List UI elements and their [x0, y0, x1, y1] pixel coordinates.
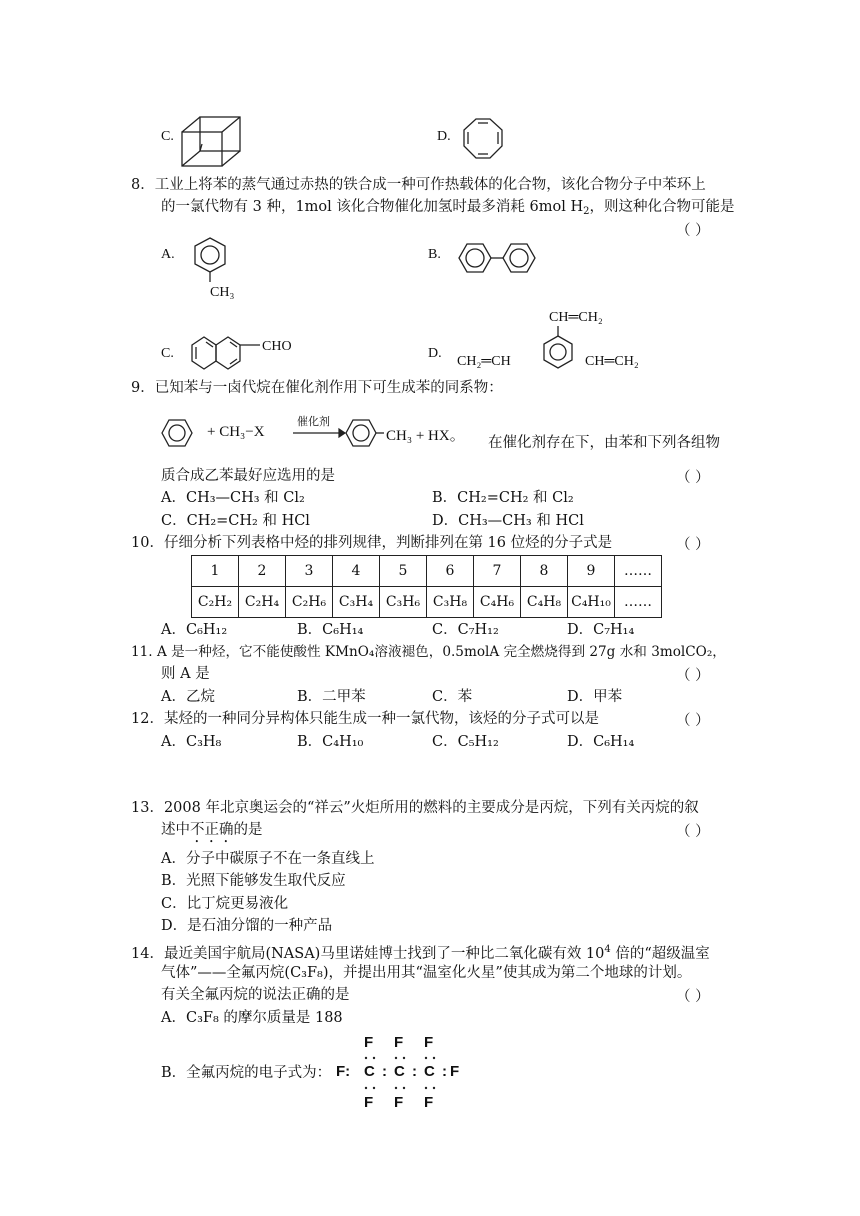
table-cell: 9	[568, 556, 615, 587]
q8-option-a-group: CH₃	[210, 285, 235, 300]
q9-option-b: B．CH₂=CH₂ 和 Cl₂	[432, 490, 574, 506]
lewis-c-2: C	[394, 1063, 405, 1080]
q14-line-1-a: 14．最近美国宇航局(NASA)马里诺娃博士找到了一种比二氧化碳有效 10	[131, 946, 605, 962]
q9-option-d: D．CH₃—CH₃ 和 HCl	[432, 513, 584, 529]
lewis-f-left: F:	[336, 1063, 351, 1080]
table-row-formula	[192, 587, 662, 618]
q10-option-d: D．C₇H₁₄	[567, 622, 635, 638]
lewis-f-bottom-2: F	[394, 1094, 404, 1111]
q14-line-2: 气体”——全氟丙烷(C₃F₈)，并提出用其“温室化火星”使其成为第二个地球的计划。	[161, 965, 692, 981]
table-cell: 6	[427, 556, 474, 587]
q8-line-1: 8．工业上将苯的蒸气通过赤热的铁合成一种可作热载体的化合物，该化合物分子中苯环上	[131, 177, 706, 193]
biphenyl-structure-icon	[455, 240, 541, 276]
table-cell: C₂H₄	[239, 587, 286, 618]
q11-option-a: A．乙烷	[161, 689, 215, 705]
lewis-f-bottom-3: F	[424, 1094, 434, 1111]
table-cell: 5	[380, 556, 427, 587]
table-cell: C₃H₆	[380, 587, 427, 618]
toluene-structure-icon	[190, 236, 230, 284]
table-cell: 1	[192, 556, 239, 587]
q13-option-b: B．光照下能够发生取代反应	[161, 873, 346, 889]
q8-option-d-right-group: CH═CH₂	[585, 354, 639, 369]
q11-option-d: D．甲苯	[567, 689, 623, 705]
table-cell: C₂H₆	[286, 587, 333, 618]
q13-line-2-post: 的是	[233, 822, 263, 838]
q12-option-b: B．C₄H₁₀	[297, 734, 364, 750]
q9-line-2-tail: 在催化剂存在下，由苯和下列各组物	[488, 435, 720, 451]
hydrocarbon-sequence-table	[191, 555, 662, 618]
q9-equation-plus: + CH₃−X	[207, 424, 265, 440]
option-d-label: D.	[437, 129, 451, 144]
table-cell: C₃H₄	[333, 587, 380, 618]
lewis-f-top-3: F	[424, 1034, 434, 1051]
q8-option-b-label: B.	[428, 247, 441, 262]
cyclooctatetraene-icon	[460, 116, 506, 162]
q14-line-1-b: 倍的“超级温室	[610, 946, 710, 962]
q14-line-1	[131, 940, 710, 964]
q9-answer-blank: （ ）	[676, 470, 710, 486]
lewis-bond-1: :	[382, 1063, 387, 1080]
lewis-bond-2: :	[412, 1063, 417, 1080]
q11-line-2: 则 A 是	[161, 666, 210, 682]
table-cell: ……	[615, 556, 662, 587]
naphthaldehyde-structure-icon	[188, 333, 268, 373]
lewis-c-1: C	[364, 1063, 375, 1080]
q14-line-1-sup: 4	[604, 944, 611, 955]
q9-option-a: A．CH₃—CH₃ 和 Cl₂	[161, 490, 305, 506]
q10-answer-blank: （ ）	[676, 537, 710, 553]
table-cell: C₄H₁₀	[568, 587, 615, 618]
q11-line-1: 11. A 是一种烃，它不能使酸性 KMnO₄溶液褪色，0.5molA 完全燃烧得到 27g 水和 3molCO₂，	[131, 644, 726, 660]
q12-option-d: D．C₆H₁₄	[567, 734, 635, 750]
q8-option-c-group: CHO	[262, 339, 292, 354]
benzene-reactant-icon	[160, 416, 194, 450]
q12-line-1: 12．某烃的一种同分异构体只能生成一种一氯代物，该烃的分子式可以是	[131, 711, 599, 727]
q12-option-c: C．C₅H₁₂	[432, 734, 499, 750]
q12-option-a: A．C₃H₈	[161, 734, 222, 750]
table-cell: 3	[286, 556, 333, 587]
lewis-f-bottom-1: F	[364, 1094, 374, 1111]
lewis-f-top-2: F	[394, 1034, 404, 1051]
q8-option-d-label: D.	[428, 346, 442, 361]
option-c-label: C.	[161, 129, 174, 144]
q8-line-2-b: ，则这种化合物可能是	[589, 199, 735, 215]
q10-line-1: 10．仔细分析下列表格中烃的排列规律，判断排列在第 16 位烃的分子式是	[131, 535, 613, 551]
q9-option-c: C．CH₂=CH₂ 和 HCl	[161, 513, 310, 529]
q8-option-d-left-group: CH₂═CH	[457, 354, 511, 369]
q13-line-2	[161, 820, 263, 846]
trivinylbenzene-structure-icon	[530, 326, 586, 378]
table-cell: 2	[239, 556, 286, 587]
q9-catalyst-label: 催化剂	[297, 415, 330, 428]
benzene-product-icon	[344, 416, 384, 450]
q8-option-c-label: C.	[161, 346, 174, 361]
q14-option-b: B．全氟丙烷的电子式为：	[161, 1065, 332, 1081]
q10-option-a: A．C₆H₁₂	[161, 622, 228, 638]
table-cell: C₄H₈	[521, 587, 568, 618]
lewis-f-top-1: F	[364, 1034, 374, 1051]
q9-line-1: 9．已知苯与一卤代烷在催化剂作用下可生成苯的同系物：	[131, 380, 503, 396]
q13-option-a: A．分子中碳原子不在一条直线上	[161, 851, 375, 867]
q10-option-c: C．C₇H₁₂	[432, 622, 499, 638]
q8-option-d-top-group: CH═CH₂	[549, 310, 603, 325]
q13-emphasis: 不正确	[190, 822, 234, 838]
table-cell: 4	[333, 556, 380, 587]
lewis-electron-dots	[336, 1034, 466, 1116]
q12-answer-blank: （ ）	[676, 713, 710, 729]
q8-option-a-label: A.	[161, 247, 175, 262]
reaction-arrow-icon	[293, 428, 345, 438]
table-cell: C₃H₈	[427, 587, 474, 618]
cube-structure-icon	[178, 114, 248, 170]
q8-line-2-a: 的一氯代物有 3 种，1mol 该化合物催化加氢时最多消耗 6mol H	[161, 199, 584, 215]
q10-option-b: B．C₆H₁₄	[297, 622, 364, 638]
q9-equation-product: CH₃ + HX。	[386, 428, 465, 444]
q14-option-a: A．C₃F₈ 的摩尔质量是 188	[161, 1010, 343, 1026]
table-cell: ……	[615, 587, 662, 618]
table-row-index	[192, 556, 662, 587]
table-cell: 8	[521, 556, 568, 587]
table-cell: C₄H₆	[474, 587, 521, 618]
q13-line-2-pre: 述中	[161, 822, 190, 838]
lewis-f-right: F	[450, 1063, 460, 1080]
c3f8-electron-formula	[336, 1034, 466, 1116]
q9-line-3: 质合成乙苯最好应选用的是	[161, 468, 335, 484]
q11-option-b: B．二甲苯	[297, 689, 366, 705]
q11-option-c: C．苯	[432, 689, 473, 705]
q8-answer-blank: （ ）	[676, 223, 710, 239]
table-cell: C₂H₂	[192, 587, 239, 618]
lewis-bond-3: :	[442, 1063, 447, 1080]
q8-line-2	[161, 197, 734, 222]
q14-answer-blank: （ ）	[676, 989, 710, 1005]
q8-line-2-sub: 2	[583, 206, 590, 217]
lewis-c-3: C	[424, 1063, 435, 1080]
q11-answer-blank: （ ）	[676, 668, 710, 684]
q13-answer-blank: （ ）	[676, 824, 710, 840]
table-cell: 7	[474, 556, 521, 587]
q14-line-3: 有关全氟丙烷的说法正确的是	[161, 987, 350, 1003]
q13-line-1: 13．2008 年北京奥运会的“祥云”火炬所用的燃料的主要成分是丙烷，下列有关丙烷的叙	[131, 800, 699, 816]
q13-option-d: D．是石油分馏的一种产品	[161, 918, 333, 934]
q13-option-c: C．比丁烷更易液化	[161, 896, 289, 912]
